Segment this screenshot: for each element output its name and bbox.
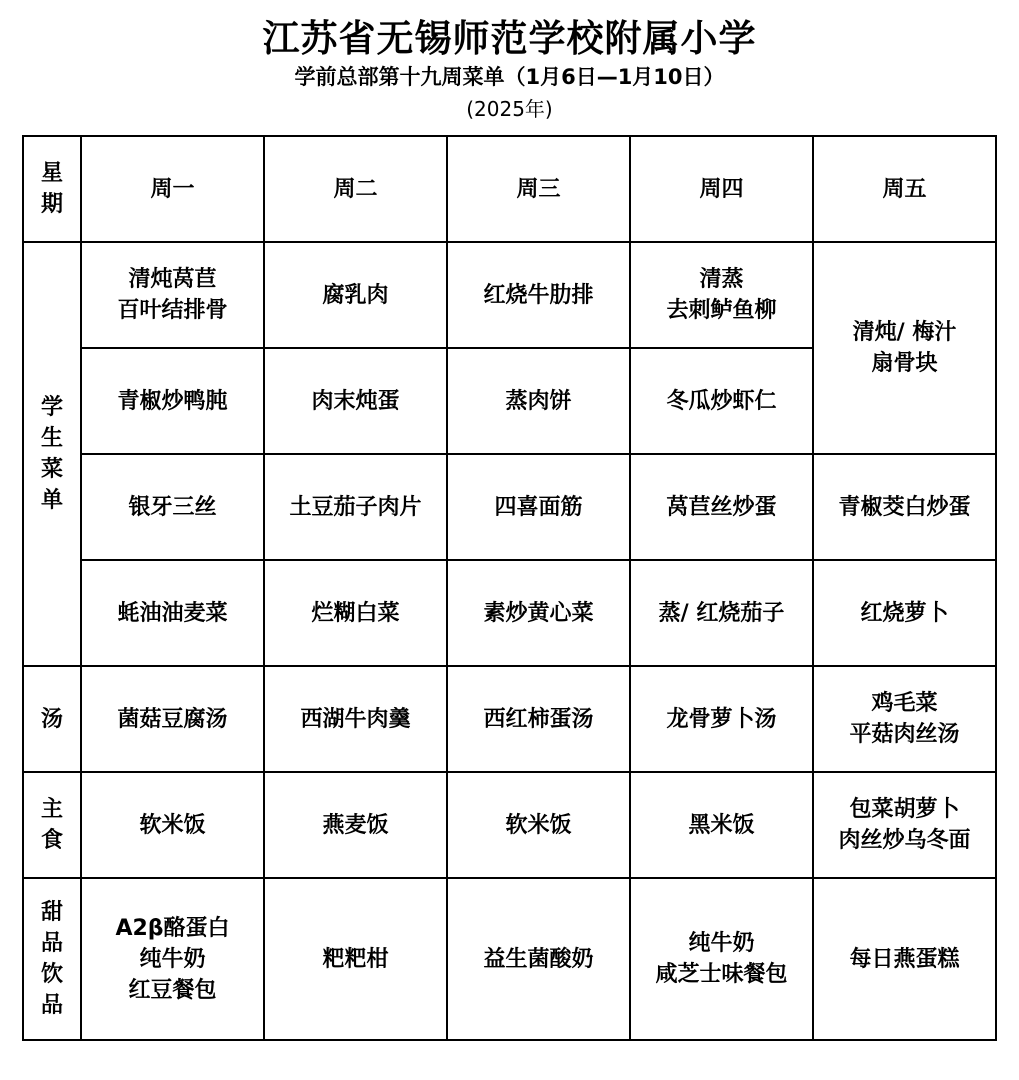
soup-label: 汤: [40, 706, 63, 732]
dish-line: 每日燕蛋糕: [849, 946, 960, 972]
menu-cell: [81, 772, 264, 878]
section-label-student-menu: [23, 242, 81, 666]
dish-line: 腐乳肉: [322, 282, 389, 308]
menu-cell: 土豆茄子肉片: [264, 454, 447, 560]
dish-line: A2β酪蛋白: [115, 915, 230, 941]
day-header-fri: 周五: [813, 136, 996, 242]
dish-line: 软米饭: [139, 812, 206, 838]
dish-line: 菌菇豆腐汤: [117, 706, 228, 732]
menu-cell: 烂糊白菜: [264, 560, 447, 666]
menu-cell: 青椒茭白炒蛋: [813, 454, 996, 560]
menu-cell: [81, 878, 264, 1040]
menu-cell: 莴苣丝炒蛋: [630, 454, 813, 560]
menu-cell: 蒸/ 红烧茄子: [630, 560, 813, 666]
menu-cell: 红烧萝卜: [813, 560, 996, 666]
dessert-row: [23, 878, 996, 1040]
menu-cell: 银牙三丝: [81, 454, 264, 560]
day-header-wed: 周三: [447, 136, 630, 242]
menu-table: [22, 135, 997, 1041]
page-title: 江苏省无锡师范学校附属小学: [262, 17, 757, 60]
dessert-label: 甜品饮品: [40, 900, 63, 1018]
student-menu-label: 学生菜单: [40, 395, 63, 513]
menu-cell: [447, 242, 630, 348]
corner-cell: [23, 136, 81, 242]
dish-line: 红豆餐包: [128, 977, 217, 1003]
dish-line: 包菜胡萝卜: [849, 797, 960, 822]
dish-line: 软米饭: [505, 812, 572, 838]
dish-line: 扇骨块: [871, 351, 938, 376]
student-menu-row-4: [23, 560, 996, 666]
dish-line: 百叶结排骨: [117, 298, 228, 323]
menu-cell: [813, 666, 996, 772]
menu-cell: [630, 666, 813, 772]
menu-cell: [813, 242, 996, 454]
menu-cell: [447, 772, 630, 878]
soup-row: [23, 666, 996, 772]
year-label: (2025年): [466, 97, 553, 121]
staple-label: 主食: [40, 797, 63, 853]
dish-line: 西湖牛肉羹: [300, 706, 411, 732]
menu-cell: 四喜面筋: [447, 454, 630, 560]
menu-cell: [264, 242, 447, 348]
menu-cell: [630, 772, 813, 878]
menu-cell: 青椒炒鸭肫: [81, 348, 264, 454]
menu-cell: [813, 878, 996, 1040]
dish-line: 平菇肉丝汤: [849, 722, 960, 747]
dish-line: 纯牛奶: [139, 946, 206, 972]
dish-line: 黑米饭: [688, 812, 755, 838]
menu-cell: [81, 666, 264, 772]
menu-cell: [264, 772, 447, 878]
menu-cell: [813, 772, 996, 878]
header-row: [23, 136, 996, 242]
section-label-staple: [23, 772, 81, 878]
dish-line: 纯牛奶: [688, 931, 755, 956]
dish-line: 清炖/ 梅汁: [852, 320, 957, 345]
staple-row: [23, 772, 996, 878]
section-label-soup: [23, 666, 81, 772]
menu-cell: 蚝油油麦菜: [81, 560, 264, 666]
dish-line: 清蒸: [699, 267, 744, 292]
dish-line: 红烧牛肋排: [483, 282, 594, 308]
menu-cell: 冬瓜炒虾仁: [630, 348, 813, 454]
dish-line: 咸芝士味餐包: [655, 962, 788, 987]
dish-line: 肉丝炒乌冬面: [838, 828, 971, 853]
menu-cell: [81, 242, 264, 348]
dish-line: 燕麦饭: [322, 812, 389, 838]
dish-line: 龙骨萝卜汤: [666, 706, 777, 732]
menu-cell: [264, 666, 447, 772]
menu-cell: [264, 878, 447, 1040]
dish-line: 粑粑柑: [322, 946, 389, 972]
dish-line: 西红柿蛋汤: [483, 706, 594, 732]
menu-cell: [447, 666, 630, 772]
menu-cell: 肉末炖蛋: [264, 348, 447, 454]
dish-line: 去刺鲈鱼柳: [666, 298, 777, 323]
day-header-thu: 周四: [630, 136, 813, 242]
day-header-mon: 周一: [81, 136, 264, 242]
menu-cell: [630, 242, 813, 348]
dish-line: 益生菌酸奶: [483, 946, 594, 972]
dish-line: 清炖莴苣: [128, 267, 217, 292]
menu-cell: 蒸肉饼: [447, 348, 630, 454]
section-label-dessert: [23, 878, 81, 1040]
student-menu-row-1: [23, 242, 996, 348]
weekday-label: 星期: [40, 161, 63, 217]
menu-cell: [447, 878, 630, 1040]
menu-cell: 素炒黄心菜: [447, 560, 630, 666]
menu-cell: [630, 878, 813, 1040]
dish-line: 鸡毛菜: [871, 691, 938, 716]
page-subtitle: 学前总部第十九周菜单（1月6日—1月10日）: [294, 65, 725, 89]
student-menu-row-3: [23, 454, 996, 560]
day-header-tue: 周二: [264, 136, 447, 242]
